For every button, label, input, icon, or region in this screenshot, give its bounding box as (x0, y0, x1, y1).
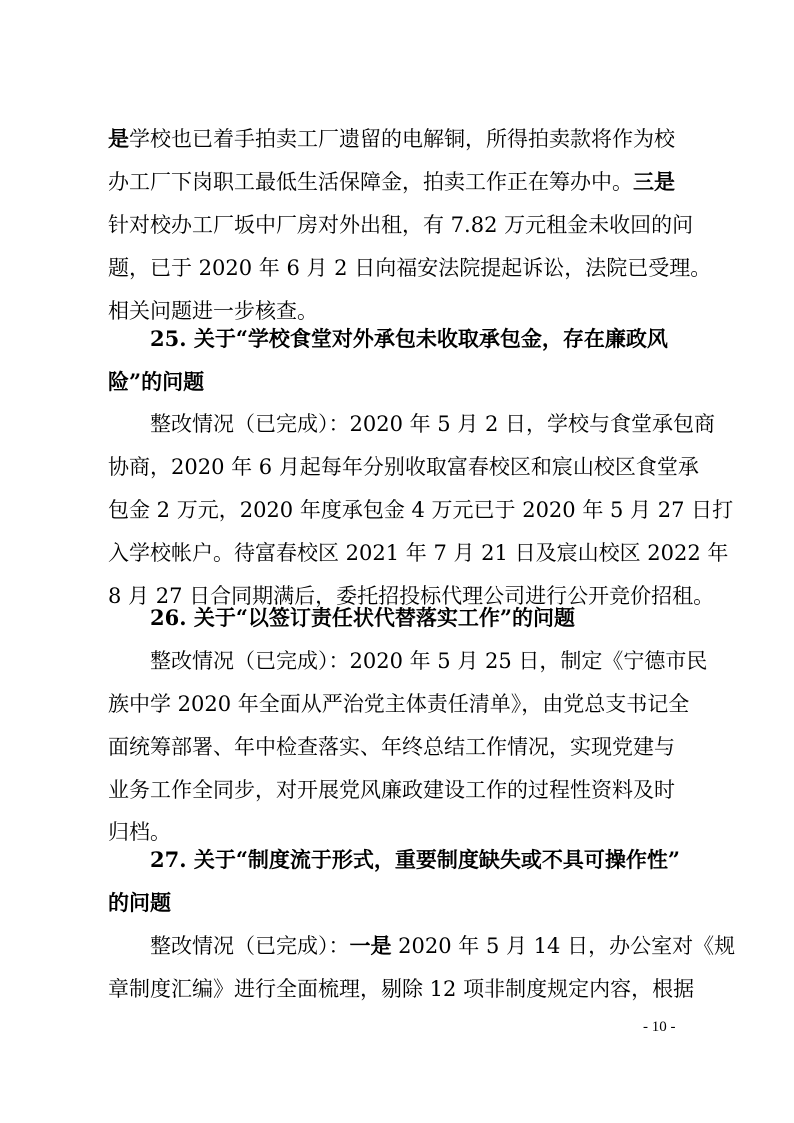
body-line-8: 整改情况（已完成）：2020 年 5 月 2 日，学校与食堂承包商 (150, 412, 716, 436)
body-line-12: 8 月 27 日合同期满后，委托招投标代理公司进行公开竞价招租。 (108, 584, 715, 608)
bold-marker: 一是 (349, 933, 392, 958)
body-line-11: 入学校帐户。待富春校区 2021 年 7 月 21 日及宸山校区 2022 年 (108, 541, 729, 565)
body-line-22: 章制度汇编》进行全面梳理，剔除 12 项非制度规定内容，根据 (108, 977, 695, 1001)
body-line-16: 面统筹部署、年中检查落实、年终总结工作情况，实现党建与 (108, 735, 675, 759)
body-line-4: 题，已于 2020 年 6 月 2 日向福安法院提起诉讼，法院已受理。 (108, 256, 712, 280)
section-heading-27: 27. 关于“制度流于形式，重要制度缺失或不具可操作性” (150, 847, 681, 872)
line-text: 办工厂下岗职工最低生活保障金，拍卖工作正在筹办中。 (108, 170, 633, 194)
body-line-9: 协商，2020 年 6 月起每年分别收取富春校区和宸山校区食堂承 (108, 455, 699, 479)
section-heading-25: 25. 关于“学校食堂对外承包未收取承包金，存在廉政风 (150, 326, 668, 351)
body-line-5: 相关问题进一步核查。 (108, 299, 318, 323)
body-line-1 (108, 124, 690, 154)
body-line-17: 业务工作全同步，对开展党风廉政建设工作的过程性资料及时 (108, 778, 675, 802)
section-heading-27-cont: 的问题 (108, 890, 171, 915)
body-line-2 (108, 167, 690, 197)
section-heading-26: 26. 关于“以签订责任状代替落实工作”的问题 (150, 605, 576, 630)
bold-marker: 三是 (633, 169, 675, 194)
body-line-10: 包金 2 万元，2020 年度承包金 4 万元已于 2020 年 5 月 27 日打 (108, 498, 734, 522)
bold-marker: 是 (108, 126, 129, 151)
section-heading-25-cont: 险”的问题 (108, 369, 205, 394)
body-line-15: 族中学 2020 年全面从严治党主体责任清单》，由党总支书记全 (108, 692, 690, 716)
line-text: 学校也已着手拍卖工厂遗留的电解铜，所得拍卖款将作为校 (129, 127, 675, 151)
body-line-14: 整改情况（已完成）：2020 年 5 月 25 日，制定《宁德市民 (150, 649, 708, 673)
body-line-18: 归档。 (108, 820, 171, 844)
body-line-21 (150, 931, 736, 961)
body-line-3: 针对校办工厂坂中厂房对外出租，有 7.82 万元租金未收回的问 (108, 213, 694, 237)
line-text: 2020 年 5 月 14 日，办公室对《规 (391, 934, 736, 958)
line-text: 整改情况（已完成）： (150, 934, 350, 958)
page-number: - 10 - (643, 1019, 676, 1035)
